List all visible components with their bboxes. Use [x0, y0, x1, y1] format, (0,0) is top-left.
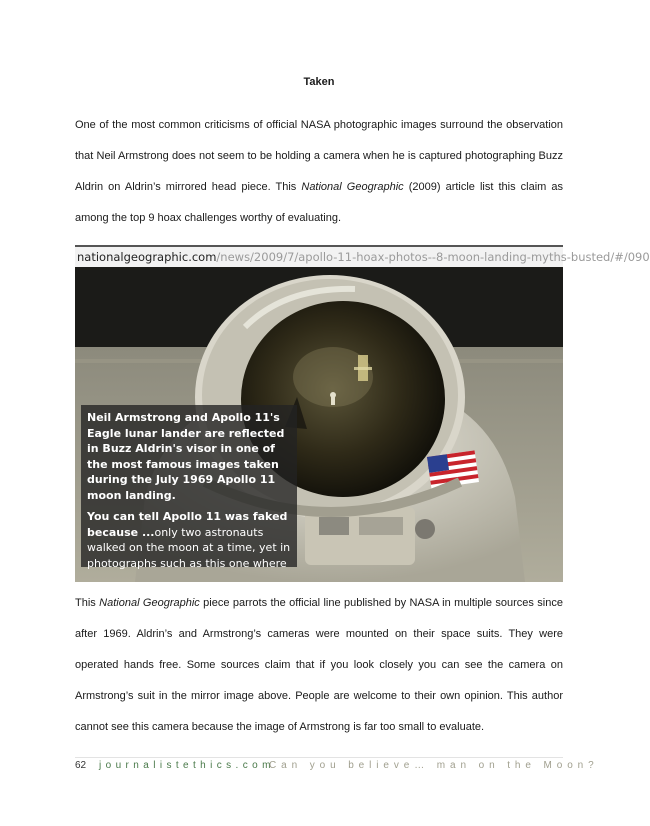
article-figure — [75, 245, 650, 582]
paragraph-analysis-source: National Geographic — [99, 597, 200, 609]
footer-site: journalistethics.com — [99, 760, 275, 771]
caption-paragraph-2: You can tell Apollo 11 was faked because ...only two astronauts walked on the moon at a time, yet in photographs such as this one where — [87, 510, 291, 570]
paragraph-intro-text-b: (2009) article list this claim as among the top 9 hoax challenges worthy of evaluating. — [75, 181, 563, 224]
url-path: /news/2009/7/apollo-11-hoax-photos--8-moon-landing-myths-busted/#/090 — [216, 250, 650, 264]
page-title: Taken — [303, 76, 335, 88]
paragraph-intro-source: National Geographic — [301, 181, 404, 193]
photo-caption — [81, 405, 297, 570]
paragraph-analysis — [75, 588, 563, 743]
footer-divider — [75, 757, 563, 758]
footer-tagline: Can you believe… man on the Moon? — [269, 760, 599, 771]
page-footer — [75, 760, 599, 776]
paragraph-analysis-text-a: This — [75, 597, 100, 609]
url-domain: nationalgeographic.com — [77, 250, 217, 264]
paragraph-intro-text-a: One of the most common criticisms of official NASA photographic images surround the observation that Neil Armstrong does not seem to be holding a camera when he is captured photographing Buzz Aldrin on Aldrin’s mirrored head piece. This — [75, 119, 563, 193]
page-number: 62 — [75, 760, 87, 771]
paragraph-analysis-text-b: piece parrots the official line published by NASA in multiple sources since after 1969. Aldrin’s and Armstrong’s cameras were mounted on their space suits. They were operated hands free. Some sources claim that if you look closely you can see the camera on Armstrong’s suit in the mirror image above. People are welcome to their own opinion. This author cannot see this camera because the image of Armstrong is far too small to evaluate. — [75, 597, 563, 733]
caption-paragraph-1: Neil Armstrong and Apollo 11's Eagle lunar lander are reflected in Buzz Aldrin's visor in one of the most famous images taken during the July 1969 Apollo 11 moon landing. — [87, 411, 285, 502]
url-bar — [75, 245, 650, 267]
paragraph-intro — [75, 110, 563, 234]
